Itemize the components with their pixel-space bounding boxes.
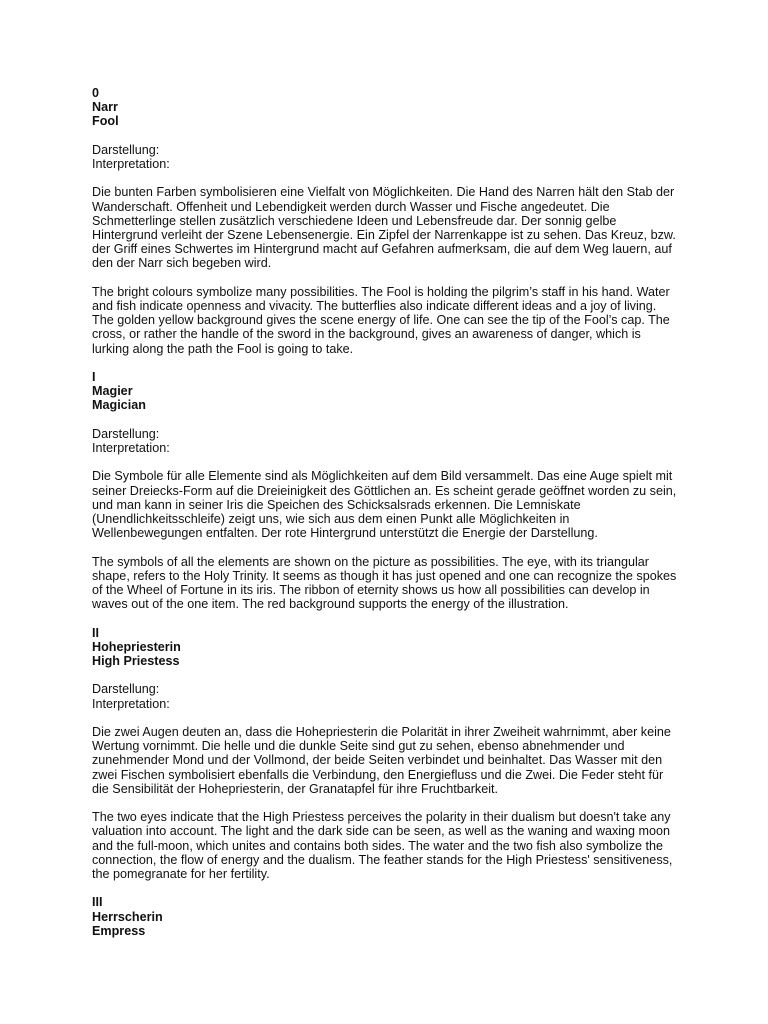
card-name-german: Narr: [92, 100, 118, 115]
depiction-label: Darstellung:: [92, 426, 160, 441]
german-paragraph: Die Symbole für alle Elemente sind als Möglichkeiten auf dem Bild versammelt. Das eine Auge spielt mit seiner Dreiecks-Form auf die Dreieinigkeit des Göttlichen an. Es scheint gerade geöffnet worden zu sein, und man kann in seiner Iris die Speichen des Schicksalsrads erkennen. Die Lemniskate (Unendlichkeitsschleife) zeigt uns, wie sich aus dem einen Punkt alle Möglichkeiten in Wellenbewegungen entfalten. Der rote Hintergrund unterstützt die Energie der Darstellung.: [92, 469, 677, 541]
english-paragraph: The bright colours symbolize many possibilities. The Fool is holding the pilgrim’s staff in his hand. Water and fish indicate openness and vivacity. The butterflies also indicate different ideas and a joy of living. The golden yellow background gives the scene energy of life. One can see the tip of the Fool’s cap. The cross, or rather the handle of the sword in the background, gives an awareness of danger, which is lurking along the path the Fool is going to take.: [92, 284, 670, 356]
card-numeral: III: [92, 895, 103, 910]
depiction-label: Darstellung:: [92, 142, 160, 157]
english-paragraph: The symbols of all the elements are shown on the picture as possibilities. The eye, with its triangular shape, refers to the Holy Trinity. It seems as though it has just opened and one can recognize the spokes of the Wheel of Fortune in its iris. The ribbon of eternity shows us how all possibilities can develop in waves out of the one item. The red background supports the energy of the illustration.: [92, 554, 677, 612]
card-section-magician: [92, 370, 677, 626]
interpretation-label: Interpretation:: [92, 441, 170, 455]
card-heading: [92, 86, 677, 129]
card-numeral: II: [92, 625, 99, 640]
card-heading: [92, 626, 677, 669]
card-name-english: Magician: [92, 398, 146, 413]
document-page: [92, 86, 677, 938]
card-numeral: I: [92, 370, 96, 384]
card-heading: [92, 370, 677, 413]
english-paragraph: The two eyes indicate that the High Priestess perceives the polarity in their dualism but doesn't take any valuation into account. The light and the dark side can be seen, as well as the waning and waxing moon and the full-moon, which unites and contains both sides. The water and the two fish also symbolize the connection, the flow of energy and the dualism. The feather stands for the High Priestess' sensitiveness, the pomegranate for her fertility.: [92, 810, 673, 881]
card-name-german: Magier: [92, 384, 133, 399]
interpretation-label: Interpretation:: [92, 157, 170, 171]
german-paragraph: Die bunten Farben symbolisieren eine Vielfalt von Möglichkeiten. Die Hand des Narren hält den Stab der Wanderschaft. Offenheit und Lebendigkeit werden durch Wasser und Fische angedeutet. Die Schmetterlinge stellen zusätzlich verschiedene Ideen und Lebensfreude dar. Der sonnig gelbe Hintergrund verleiht der Szene Lebensenergie. Ein Zipfel der Narrenkappe ist zu sehen. Das Kreuz, bzw. der Griff eines Schwertes im Hintergrund macht auf Gefahren aufmerksam, die auf dem Weg lauern, auf den der Narr sich begeben wird.: [92, 185, 676, 271]
card-name-german: Hohepriesterin: [92, 639, 181, 654]
card-section-fool: [92, 86, 677, 370]
card-numeral: 0: [92, 86, 100, 100]
card-name-english: Empress: [92, 923, 146, 938]
card-section-empress: [92, 895, 677, 938]
german-paragraph: Die zwei Augen deuten an, dass die Hohepriesterin die Polarität in ihrer Zweiheit wahrnimmt, aber keine Wertung vornimmt. Die helle und die dunkle Seite sind gut zu sehen, ebenso abnehmender und zunehmender Mond und der Vollmond, der beide Seiten verbindet und beinhaltet. Das Wasser mit den zwei Fischen symbolisiert ebenfalls die Verbindung, den Energiefluss und die Zwei. Die Feder steht für die Sensibilität der Hohepriesterin, der Granatapfel für ihre Fruchtbarkeit.: [92, 724, 671, 796]
interpretation-label: Interpretation:: [92, 696, 170, 711]
card-name-english: Fool: [92, 114, 119, 129]
depiction-label: Darstellung:: [92, 682, 160, 697]
card-section-high-priestess: [92, 626, 677, 896]
card-name-english: High Priestess: [92, 654, 180, 668]
card-heading: [92, 895, 677, 938]
card-name-german: Herrscherin: [92, 909, 163, 924]
